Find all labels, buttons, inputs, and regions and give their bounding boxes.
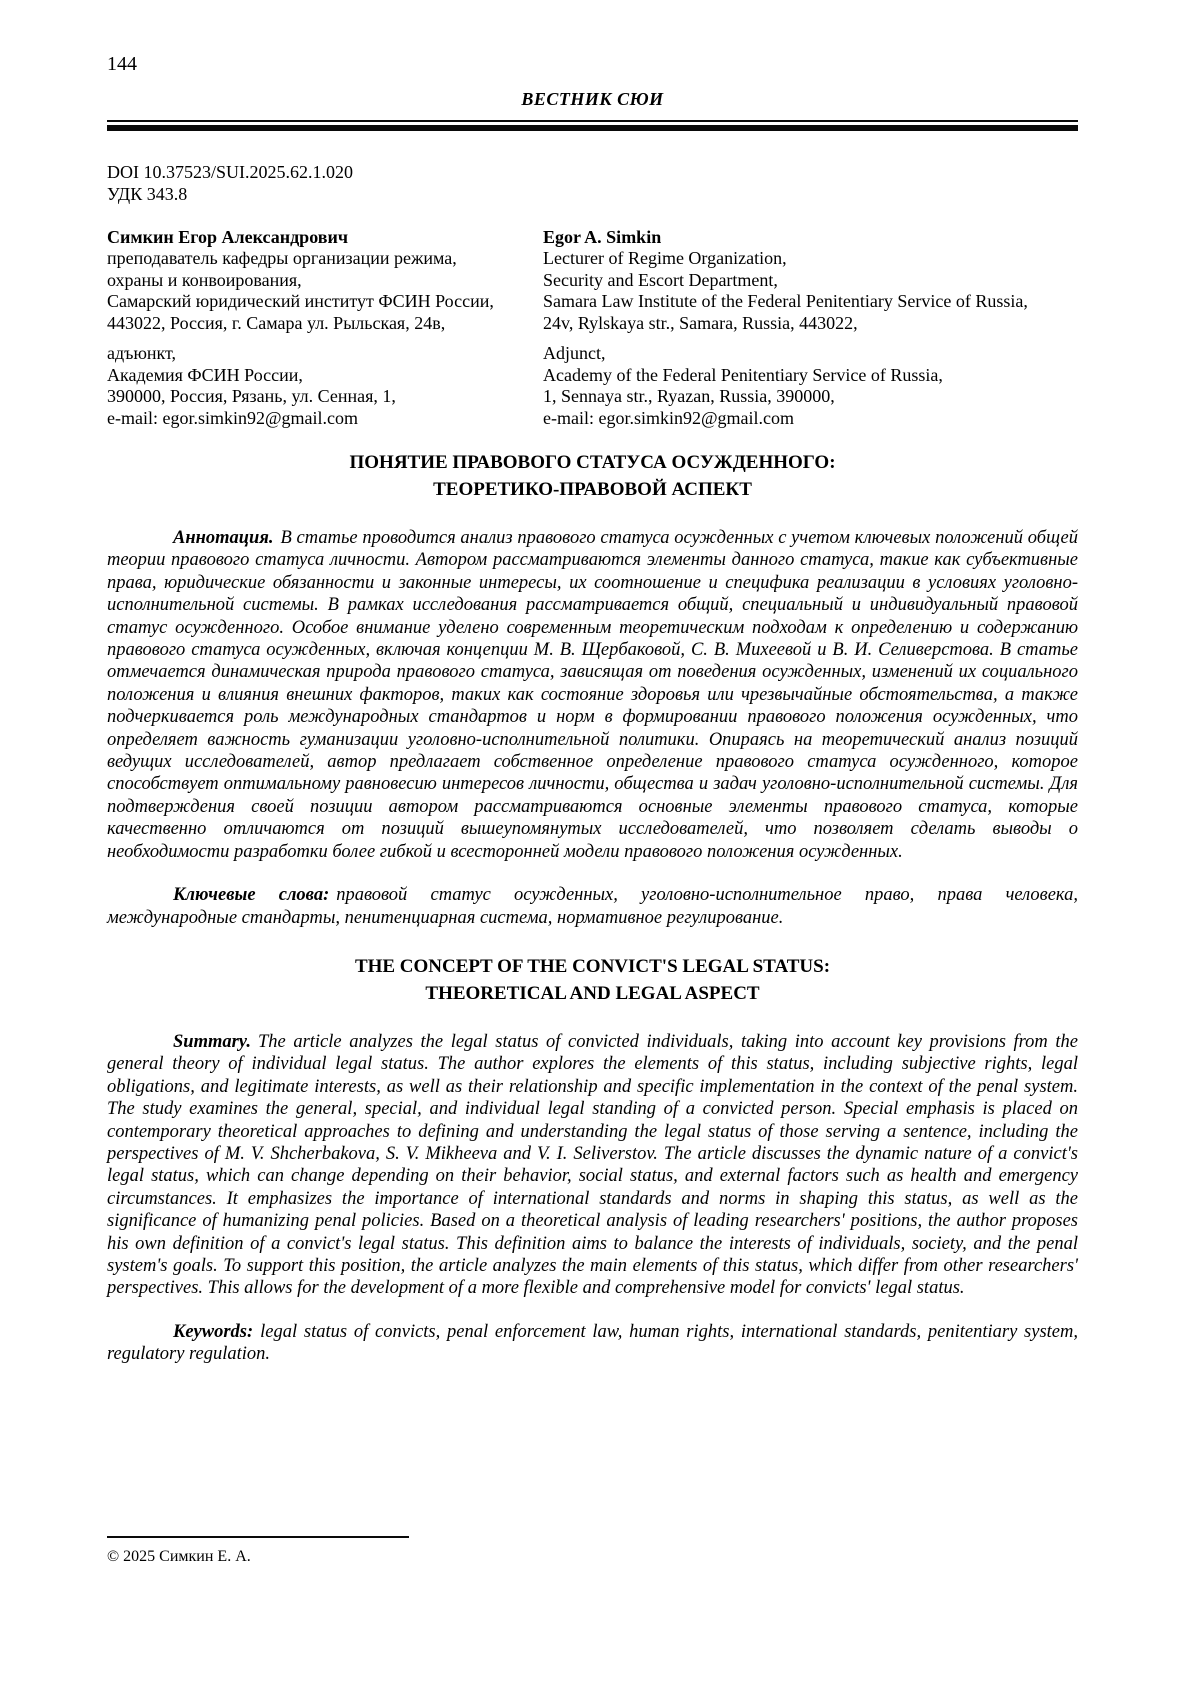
author-affiliation-line: Академия ФСИН России,	[107, 364, 303, 385]
author-affiliation-line: 443022, Россия, г. Самара ул. Рыльская, 24в,	[107, 312, 446, 333]
author-affiliation-line: Security and Escort Department,	[543, 269, 778, 290]
keywords-russian	[107, 884, 1078, 929]
udk-line: УДК 343.8	[107, 183, 188, 204]
article-title-en-line2: THEORETICAL AND LEGAL ASPECT	[425, 982, 760, 1004]
abstract-ru-text: В статье проводится анализ правового статуса осужденных с учетом ключевых положений общей теории правового статуса личности. Автором рассматриваются элементы данного статуса, такие как субъективные права, юридические обязанности и законные интересы, их соотношение и специфика реализации в условиях уголовно-исполнительной системы. В рамках исследования рассматривается общий, специальный и индивидуальный правовой статус осужденного. Особое внимание уделено современным теоретическим подходам к определению и содержанию правового статуса осужденных, включая концепции М. В. Щербаковой, С. В. Михеевой и В. И. Селиверстова. В статье отмечается динамическая природа правового статуса, зависящая от поведения осужденных, изменений их социального положения и влияния внешних факторов, таких как состояние здоровья или чрезвычайные обстоятельства, а также подчеркивается роль международных стандартов и норм в формировании правового положения осужденных, что определяет важность гуманизации уголовно-исполнительной политики. Опираясь на теоретический анализ позиций ведущих исследователей, автор предлагает собственное определение правового статуса осужденного, которое способствует оптимальному равновесию интересов личности, общества и задач уголовно-исполнительной системы. Для подтверждения своей позиции автором рассматриваются основные элементы правового статуса, которые качественно отличаются от позиций вышеупомянутых исследователей, что позволяет сделать выводы о необходимости разработки более гибкой и всесторонней модели правового положения осужденных.	[107, 528, 1078, 862]
header-double-rule	[107, 120, 1078, 131]
article-title-en-line1: THE CONCEPT OF THE CONVICT'S LEGAL STATUS:	[354, 955, 831, 977]
abstract-en-label: Summary.	[173, 1031, 251, 1052]
abstract-en-text: The article analyzes the legal status of convicted individuals, taking into account key provisions from the general theory of individual legal status. The author explores the elements of this status, including subjective rights, legal obligations, and legitimate interests, as well as their relationship and specific implementation in the context of the penal system. The study examines the general, special, and individual legal standing of a convicted person. Special emphasis is placed on contemporary theoretical approaches to defining and understanding the legal status of those serving a sentence, including the perspectives of M. V. Shcherbakova, S. V. Mikheeva and V. I. Seliverstov. The article discusses the dynamic nature of a convict's legal status, which can change depending on their behavior, social status, and external factors such as health and emergency circumstances. It emphasizes the importance of international standards and norms in shaping this status, as well as the significance of humanizing penal policies. Based on a theoretical analysis of leading researchers' positions, the author proposes his own definition of a convict's legal status. This definition aims to balance the interests of individuals, society, and the penal system's goals. To support this position, the article analyzes the main elements of this status, which differ from other researchers' perspectives. This allows for the development of a more flexible and comprehensive model for convicts' legal status.	[107, 1031, 1078, 1299]
keywords-ru-text: правовой статус осужденных, уголовно-исполнительное право, права человека, международные стандарты, пенитенциарная система, нормативное регулирование.	[107, 885, 1078, 928]
header-rule-thin	[107, 120, 1078, 122]
copyright-line: © 2025 Симкин Е. А.	[107, 1548, 251, 1565]
abstract-russian	[107, 527, 1078, 863]
article-title-ru-line1: ПОНЯТИЕ ПРАВОВОГО СТАТУСА ОСУЖДЕННОГО:	[349, 452, 836, 473]
journal-header-title: ВЕСТНИК СЮИ	[521, 89, 664, 109]
abstract-english	[107, 1031, 1078, 1300]
author-affiliation-line: 390000, Россия, Рязань, ул. Сенная, 1,	[107, 386, 396, 406]
keywords-english	[107, 1321, 1078, 1366]
author-name-en: Egor A. Simkin	[543, 226, 662, 247]
author-affiliation-line: Lecturer of Regime Organization,	[543, 248, 787, 268]
author-affiliation-line: охраны и конвоирования,	[107, 269, 302, 290]
author-block	[107, 227, 1078, 430]
author-column-english	[543, 227, 1078, 430]
author-email-en: e-mail: egor.simkin92@gmail.com	[543, 407, 795, 428]
article-meta	[107, 161, 1078, 205]
article-title-ru-line2: ТЕОРЕТИКО-ПРАВОВОЙ АСПЕКТ	[433, 479, 752, 500]
author-email-ru: e-mail: egor.simkin92@gmail.com	[107, 407, 359, 428]
author-affiliation-line: Samara Law Institute of the Federal Penitentiary Service of Russia,	[543, 291, 1028, 311]
article-title-russian	[107, 449, 1078, 503]
author-affiliation-line: Academy of the Federal Penitentiary Service of Russia,	[543, 364, 943, 385]
article-title-english	[107, 953, 1078, 1007]
doi-line: DOI 10.37523/SUI.2025.62.1.020	[107, 161, 353, 182]
header-rule-thick	[107, 125, 1078, 131]
author-affiliation-line: преподаватель кафедры организации режима,	[107, 248, 457, 268]
author-affiliation-line: 24v, Rylskaya str., Samara, Russia, 443022,	[543, 312, 858, 333]
keywords-ru-label: Ключевые слова:	[173, 885, 330, 906]
author-affiliation-line: адъюнкт,	[107, 343, 177, 363]
abstract-ru-label: Аннотация.	[173, 528, 274, 548]
author-affiliation-line: 1, Sennaya str., Ryazan, Russia, 390000,	[543, 386, 835, 406]
footnote-rule	[107, 1536, 409, 1538]
author-name-ru: Симкин Егор Александрович	[107, 226, 348, 247]
author-affiliation-line: Самарский юридический институт ФСИН России,	[107, 291, 494, 311]
page-footer	[107, 1536, 409, 1567]
page-number: 144	[107, 53, 137, 75]
keywords-en-text: legal status of convicts, penal enforcement law, human rights, international standards, penitentiary system, regulatory regulation.	[107, 1321, 1078, 1365]
author-affiliation-line: Adjunct,	[543, 343, 606, 363]
author-column-russian	[107, 227, 543, 430]
keywords-en-label: Keywords:	[173, 1321, 254, 1342]
